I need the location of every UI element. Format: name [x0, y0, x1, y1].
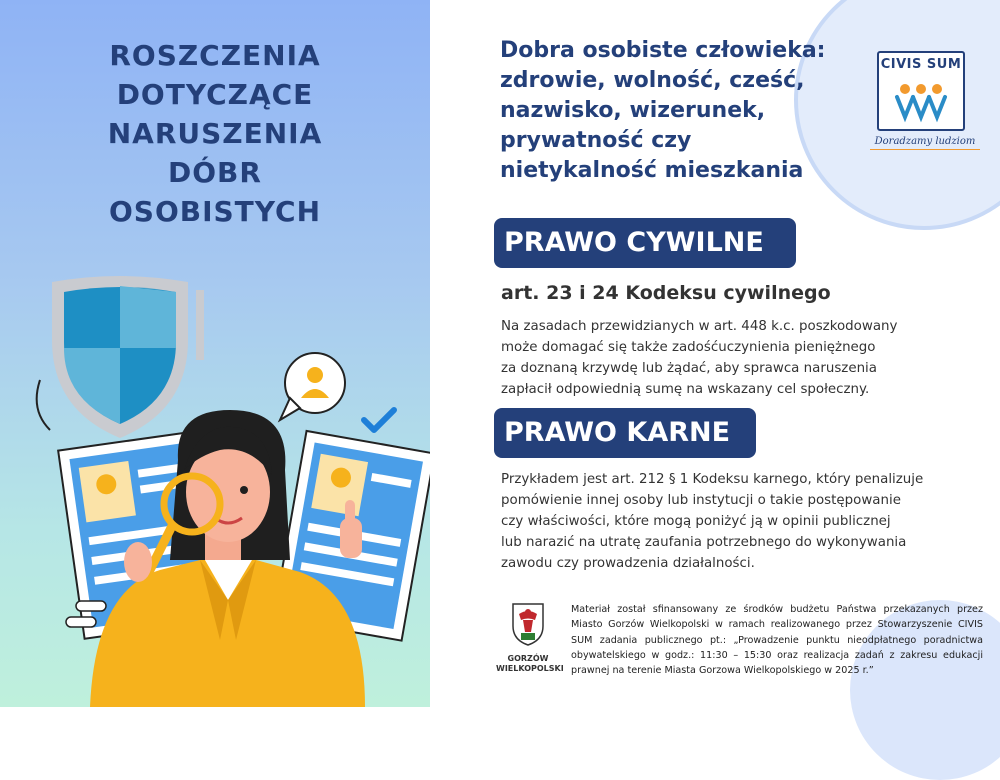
paragraph-line: pomówienie innej osoby lub instytucji o takie postępowanie: [501, 493, 901, 508]
paragraph-line: lub narazić na utratę zaufania potrzebnego do wykonywania: [501, 535, 907, 550]
subtitle-line: nazwisko, wizerunek,: [500, 98, 766, 123]
title-line: OSOBISTYCH: [108, 195, 322, 228]
subtitle: [500, 36, 860, 186]
title-line: DOTYCZĄCE: [116, 78, 314, 111]
paragraph-line: zapłacił odpowiednią sumę na wskazany cel społeczny.: [501, 382, 870, 397]
illustration: [0, 260, 430, 707]
title-line: NARUSZENIA: [107, 117, 323, 150]
logo-name: CIVIS SUM: [880, 57, 962, 72]
civil-paragraph: [501, 316, 897, 400]
subtitle-line: Dobra osobiste człowieka:: [500, 38, 826, 63]
paragraph-line: Przykładem jest art. 212 § 1 Kodeksu karnego, który penalizuje: [501, 472, 924, 487]
city-line: GORZÓW: [507, 654, 549, 663]
paragraph-line: czy właściwości, które mogą poniżyć ją w opinii publicznej: [501, 514, 891, 529]
left-panel: [0, 0, 430, 707]
city-line: WIELKOPOLSKI: [496, 664, 564, 673]
paragraph-line: może domagać się także zadośćuczynienia pieniężnego: [501, 340, 876, 355]
subtitle-line: zdrowie, wolność, cześć,: [500, 68, 805, 93]
shield-icon: [37, 276, 204, 438]
criminal-paragraph: [501, 469, 923, 574]
gorzow-coat-of-arms: [496, 602, 564, 674]
funding-note: Materiał został sfinansowany ze środków budżetu Państwa przekazanych przez Miasto Gorzów Wielkopolski w ramach realizowanego przez Stowarzyszenie CIVIS SUM zadania publicznego pt.: „Prowadzenie punktu nieodpłatnego poradnictwa obywatelskiego w godz.: 11:30 – 15:30 oraz realizacja zadań z zakresu edukacji prawnej na terenie Miasta Gorzowa Wielkopolskiego w 2025 r.”: [571, 604, 983, 677]
civis-sum-logo: [877, 51, 965, 131]
user-bubble-icon: [280, 353, 345, 420]
coat-of-arms-icon: [511, 602, 545, 646]
title-line: DÓBR: [168, 156, 262, 189]
criminal-law-badge: PRAWO KARNE: [494, 408, 756, 458]
main-title: [40, 36, 390, 231]
city-name: [496, 654, 564, 674]
people-group-icon: [879, 77, 963, 127]
logo-slogan: Doradzamy ludziom: [870, 136, 980, 150]
subtitle-line: prywatność czy: [500, 128, 692, 153]
paragraph-line: za doznaną krzywdę lub żądać, aby sprawca naruszenia: [501, 361, 877, 376]
paragraph-line: Na zasadach przewidzianych w art. 448 k.c. poszkodowany: [501, 319, 898, 334]
subtitle-line: nietykalność mieszkania: [500, 158, 804, 183]
civil-article-heading: art. 23 i 24 Kodeksu cywilnego: [501, 282, 831, 304]
civil-law-badge: PRAWO CYWILNE: [494, 218, 796, 268]
title-line: ROSZCZENIA: [109, 39, 321, 72]
paragraph-line: zawodu czy prowadzenia działalności.: [501, 556, 755, 571]
check-icon: [364, 410, 394, 430]
